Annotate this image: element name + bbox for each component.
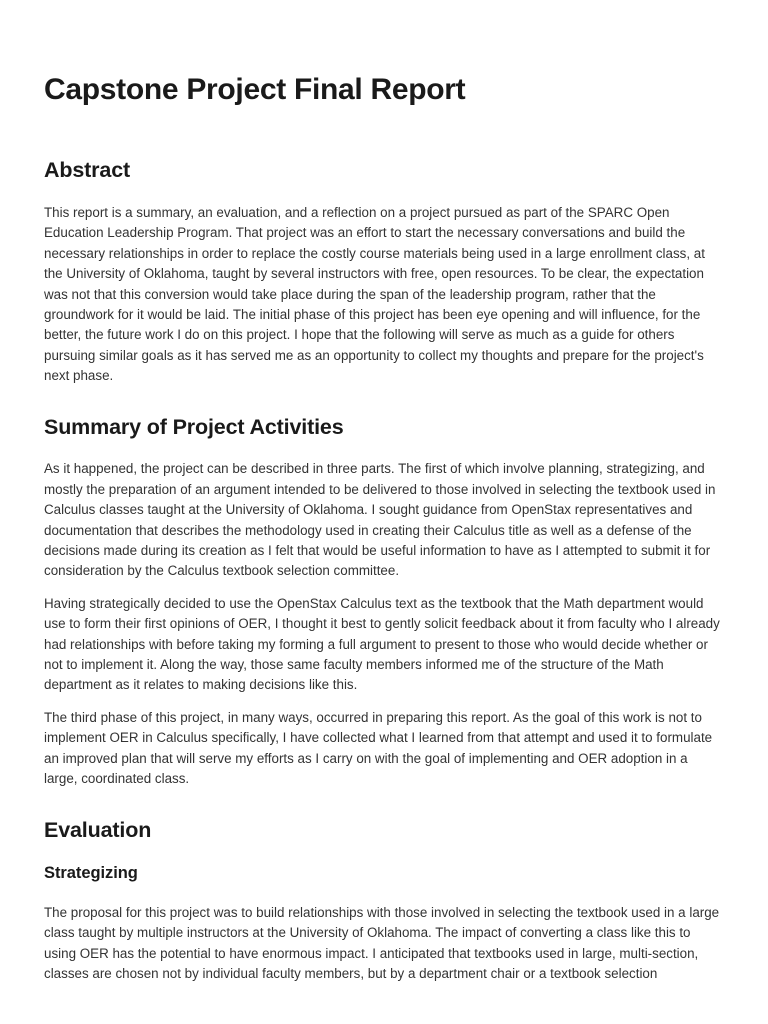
spacer — [44, 790, 720, 817]
paragraph: Having strategically decided to use the OpenStax Calculus text as the textbook that the Math department would use to form their first opinions of OER, I thought it best to gently solicit feedback about it from faculty who I already had relationships with before taking my forming a full argument to present to those who would decide whether or not to implement it. Along the way, those same faculty members informed me of the structure of the Math department as it relates to making decisions like this. — [44, 595, 720, 693]
spacer — [44, 843, 720, 863]
spacer — [44, 108, 720, 157]
spacer — [44, 696, 720, 708]
page-title: Capstone Project Final Report — [44, 73, 466, 106]
section-heading-summary-of-project-activities: Summary of Project Activities — [44, 414, 344, 439]
subsection-heading-strategizing: Strategizing — [44, 864, 138, 883]
spacer — [44, 582, 720, 594]
spacer — [44, 387, 720, 414]
spacer — [44, 884, 720, 903]
section-heading-abstract: Abstract — [44, 158, 131, 182]
paragraph: The third phase of this project, in many ways, occurred in preparing this report. As the goal of this work is not to implement OER in Calculus specifically, I have collected what I learned from that attempt and used it to formulate an improved plan that will serve my efforts as I carry on with the goal of implementing and OER adoption in a large, coordinated class. — [44, 709, 713, 787]
spacer — [44, 184, 720, 203]
paragraph: As it happened, the project can be described in three parts. The first of which involve planning, strategizing, and mostly the preparation of an argument intended to be delivered to those involved in selecting the textbook used in Calculus classes taught at the University of Oklahoma. I sought guidance from OpenStax representatives and documentation that describes the methodology used in creating their Calculus title as well as a defense of the decisions made during its creation as I felt that would be useful information to have as I attempted to submit it for consideration by the Calculus textbook selection committee. — [44, 461, 716, 579]
paragraph: This report is a summary, an evaluation, and a reflection on a project pursued as part of the SPARC Open Education Leadership Program. That project was an effort to start the necessary conversations and build the necessary relationships in order to replace the costly course materials being used in a large enrollment class, at the University of Oklahoma, taught by several instructors with free, open resources. To be clear, the expectation was not that this conversion would take place during the span of the leadership program, rather that the groundwork for it would be laid. The initial phase of this project has been eye opening and will influence, for the better, the future work I do on this project. I hope that the following will serve as much as a guide for others pursuing similar goals as it has served me as an opportunity to collect my thoughts and prepare for the project's next phase. — [44, 204, 705, 384]
spacer — [44, 440, 720, 459]
paragraph: The proposal for this project was to build relationships with those involved in selecting the textbook used in a large class taught by multiple instructors at the University of Oklahoma. The impact of converting a class like this to using OER has the potential to have enormous impact. I anticipated that textbooks used in large, multi-section, classes are chosen not by individual faculty members, but by a department chair or a textbook selection — [44, 905, 720, 982]
section-heading-evaluation: Evaluation — [44, 817, 152, 842]
